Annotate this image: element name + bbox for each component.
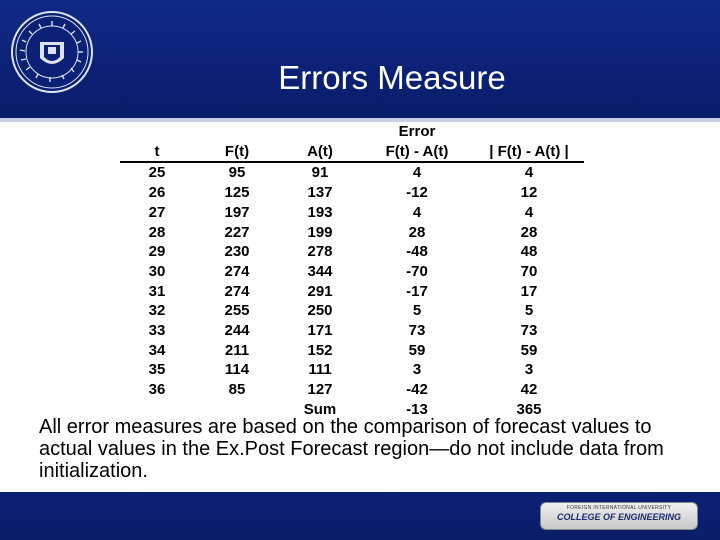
cell-actual: 171 (307, 322, 333, 340)
cell-forecast: 197 (224, 203, 250, 221)
cell-forecast: 274 (224, 282, 250, 300)
col-header-abs-error: | F(t) - A(t) | (474, 142, 584, 163)
cell-actual: 250 (307, 302, 333, 320)
error-group-header: Error (398, 123, 436, 140)
col-header-error: F(t) - A(t) (360, 142, 474, 163)
cell-actual: 127 (307, 381, 333, 399)
cell-forecast: 211 (224, 341, 250, 359)
cell-actual: 193 (307, 203, 333, 221)
cell-forecast: 274 (224, 262, 250, 280)
cell-error: 59 (408, 341, 426, 359)
cell-t: 26 (148, 184, 166, 202)
table-group-header-row (120, 122, 584, 142)
cell-actual: 152 (307, 341, 333, 359)
cell-error: 28 (408, 223, 426, 241)
error-table (120, 122, 584, 420)
cell-abs-error: 4 (524, 203, 534, 221)
cell-t: 34 (148, 341, 166, 359)
cell-error: 4 (412, 203, 422, 221)
col-header-forecast: F(t) (194, 142, 280, 163)
table-row (120, 341, 584, 361)
cell-t: 30 (148, 262, 166, 280)
cell-forecast: 125 (224, 184, 250, 202)
cell-error: 4 (412, 164, 422, 182)
slide-title: Errors Measure (278, 59, 506, 96)
cell-error: -70 (406, 262, 428, 280)
cell-actual: 344 (307, 262, 333, 280)
cell-forecast: 85 (228, 381, 246, 399)
cell-forecast: 244 (224, 322, 250, 340)
cell-error: 73 (408, 322, 426, 340)
table-row (120, 262, 584, 282)
cell-t: 31 (148, 282, 166, 300)
cell-abs-error: 4 (524, 164, 534, 182)
cell-t: 35 (148, 361, 166, 379)
table-row (120, 321, 584, 341)
table-row (120, 183, 584, 203)
slide-description: All error measures are based on the comparison of forecast values to actual values in the Ex.Post Forecast region—do not include data from initialization. (39, 416, 664, 482)
college-badge-logo (540, 502, 698, 530)
cell-abs-error: 42 (520, 381, 538, 399)
table-row (120, 242, 584, 262)
cell-forecast: 114 (224, 361, 250, 379)
badge-main-text: COLLEGE OF ENGINEERING (556, 512, 681, 522)
cell-error: -48 (406, 243, 428, 261)
sum-label: Sum (303, 400, 337, 418)
cell-actual: 291 (307, 282, 333, 300)
cell-t: 33 (148, 322, 166, 340)
cell-abs-error: 12 (520, 184, 538, 202)
cell-t: 36 (148, 381, 166, 399)
cell-actual: 199 (307, 223, 333, 241)
cell-error: -12 (406, 184, 428, 202)
table-row (120, 203, 584, 223)
table-row (120, 282, 584, 302)
sum-error: -13 (406, 400, 428, 418)
cell-abs-error: 59 (520, 341, 538, 359)
cell-abs-error: 5 (524, 302, 534, 320)
table-header-row (120, 142, 584, 163)
cell-abs-error: 17 (520, 282, 538, 300)
col-header-actual: A(t) (280, 142, 360, 163)
cell-error: 3 (412, 361, 422, 379)
table-row (120, 380, 584, 400)
cell-t: 28 (148, 223, 166, 241)
cell-actual: 278 (307, 243, 333, 261)
table-row (120, 223, 584, 243)
badge-small-text: FOREIGN INTERNATIONAL UNIVERSITY (566, 505, 672, 511)
cell-abs-error: 28 (520, 223, 538, 241)
table-row (120, 162, 584, 183)
cell-error: -42 (406, 381, 428, 399)
cell-t: 27 (148, 203, 166, 221)
sum-abs-error: 365 (516, 400, 542, 418)
table-row (120, 301, 584, 321)
cell-error: -17 (406, 282, 428, 300)
cell-abs-error: 48 (520, 243, 538, 261)
cell-t: 25 (148, 164, 166, 182)
cell-forecast: 230 (224, 243, 250, 261)
cell-error: 5 (412, 302, 422, 320)
cell-abs-error: 70 (520, 262, 538, 280)
cell-actual: 137 (307, 184, 333, 202)
cell-forecast: 255 (224, 302, 250, 320)
cell-forecast: 95 (228, 164, 246, 182)
cell-t: 32 (148, 302, 166, 320)
col-header-t: t (120, 142, 194, 163)
cell-abs-error: 73 (520, 322, 538, 340)
cell-abs-error: 3 (524, 361, 534, 379)
cell-forecast: 227 (224, 223, 250, 241)
cell-t: 29 (148, 243, 166, 261)
cell-actual: 91 (311, 164, 329, 182)
table-row (120, 360, 584, 380)
cell-actual: 111 (308, 361, 332, 379)
